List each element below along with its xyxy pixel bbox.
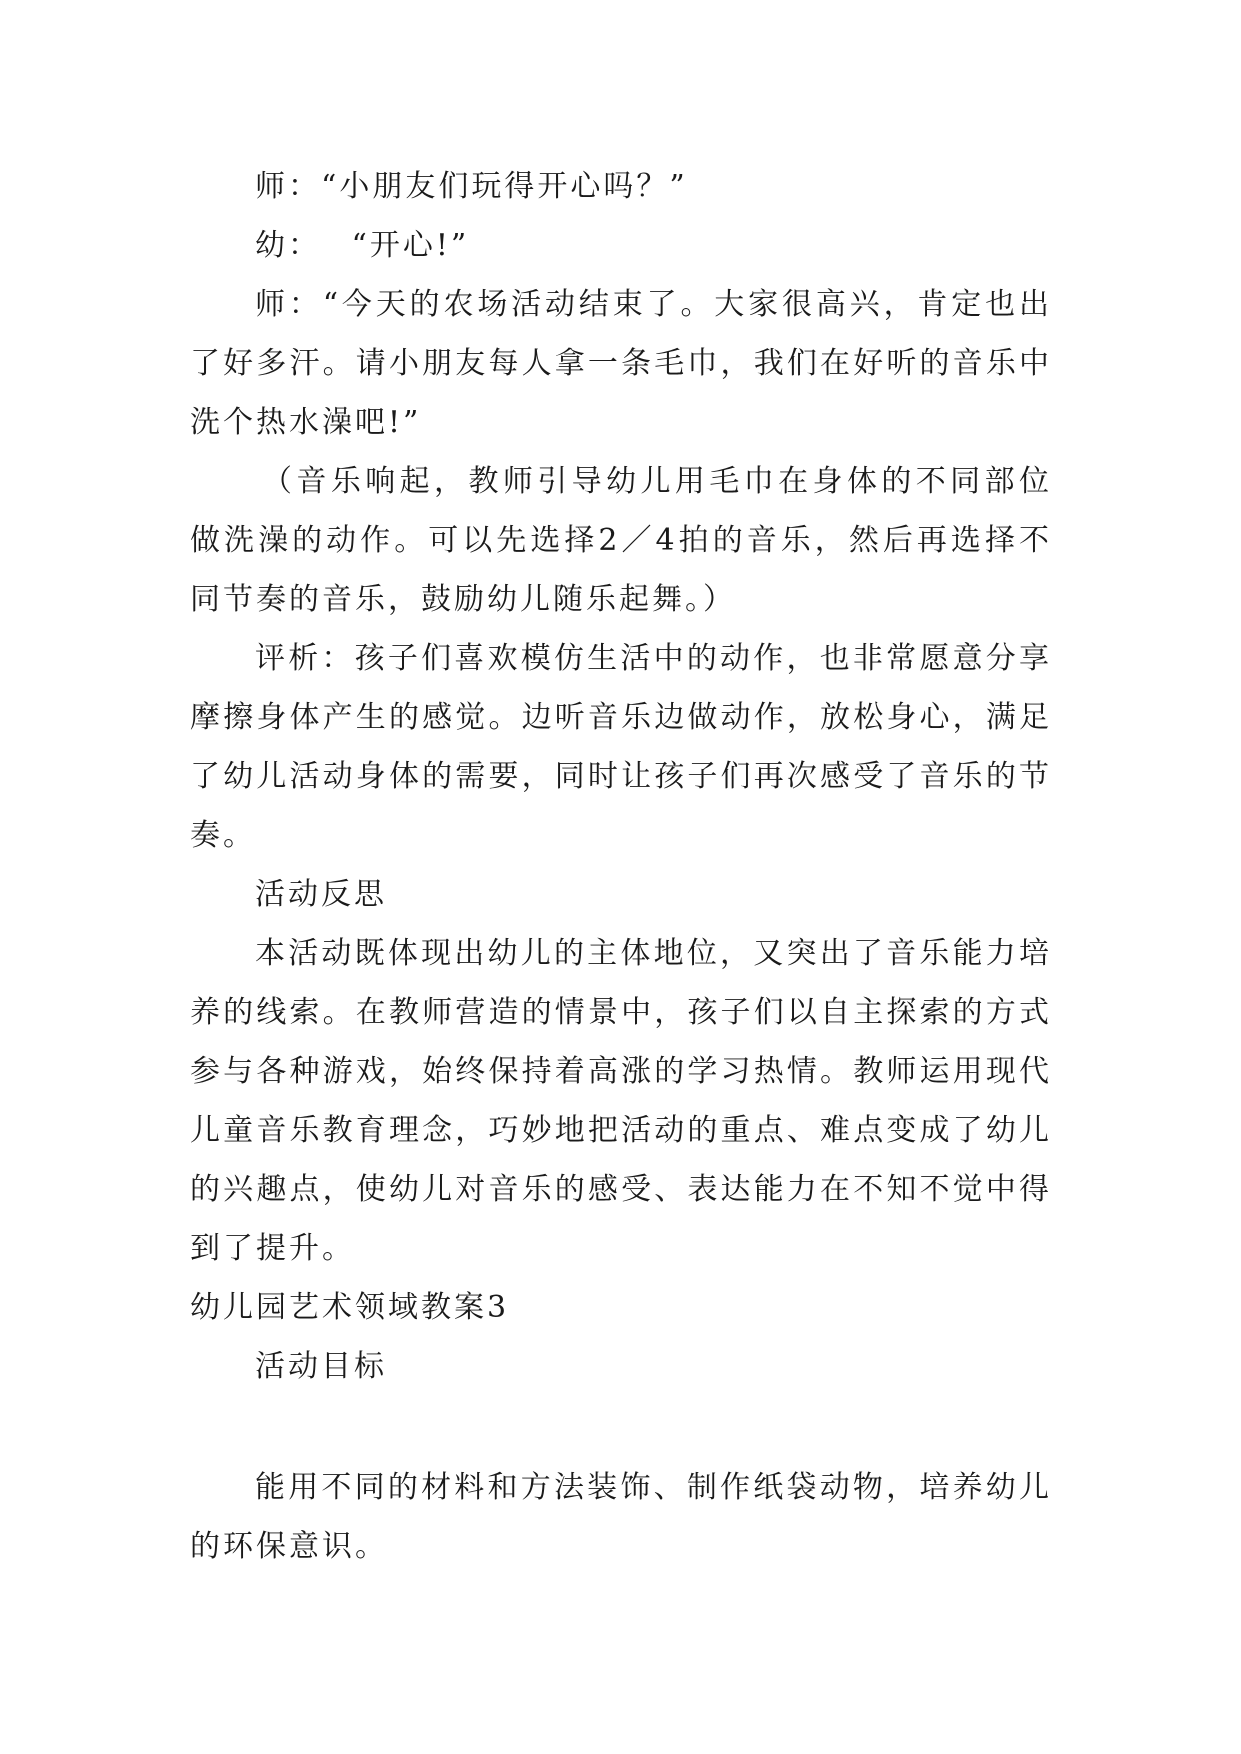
blank-line — [190, 1396, 1052, 1458]
analysis-paragraph: 评析：孩子们喜欢模仿生活中的动作，也非常愿意分享摩擦身体产生的感觉。边听音乐边做动作，放松身心，满足了幼儿活动身体的需要，同时让孩子们再次感受了音乐的节奏。 — [190, 641, 1052, 853]
dialogue-children-answer: 幼： “开心!” — [255, 228, 470, 263]
reflection-paragraph: 本活动既体现出幼儿的主体地位，又突出了音乐能力培养的线索。在教师营造的情景中，孩子们以自主探索的方式参与各种游戏，始终保持着高涨的学习热情。教师运用现代儿童音乐教育理念，巧妙地把活动的重点、难点变成了幼儿的兴趣点，使幼儿对音乐的感受、表达能力在不知不觉中得到了提升。 — [190, 936, 1052, 1266]
goals-paragraph: 能用不同的材料和方法装饰、制作纸袋动物，培养幼儿的环保意识。 — [190, 1470, 1052, 1564]
lesson-title: 幼儿园艺术领域教案3 — [190, 1290, 510, 1325]
section-heading-goals: 活动目标 — [255, 1349, 387, 1384]
document-page — [190, 157, 1052, 1576]
dialogue-teacher-question: 师：“小朋友们玩得开心吗？” — [255, 169, 688, 204]
section-heading-reflection: 活动反思 — [255, 877, 387, 912]
dialogue-teacher-instruction: 师：“今天的农场活动结束了。大家很高兴，肯定也出了好多汗。请小朋友每人拿一条毛巾，我们在好听的音乐中洗个热水澡吧!” — [190, 287, 1052, 440]
activity-note: （音乐响起，教师引导幼儿用毛巾在身体的不同部位做洗澡的动作。可以先选择2／4拍的音乐，然后再选择不同节奏的音乐，鼓励幼儿随乐起舞。） — [190, 464, 1052, 617]
